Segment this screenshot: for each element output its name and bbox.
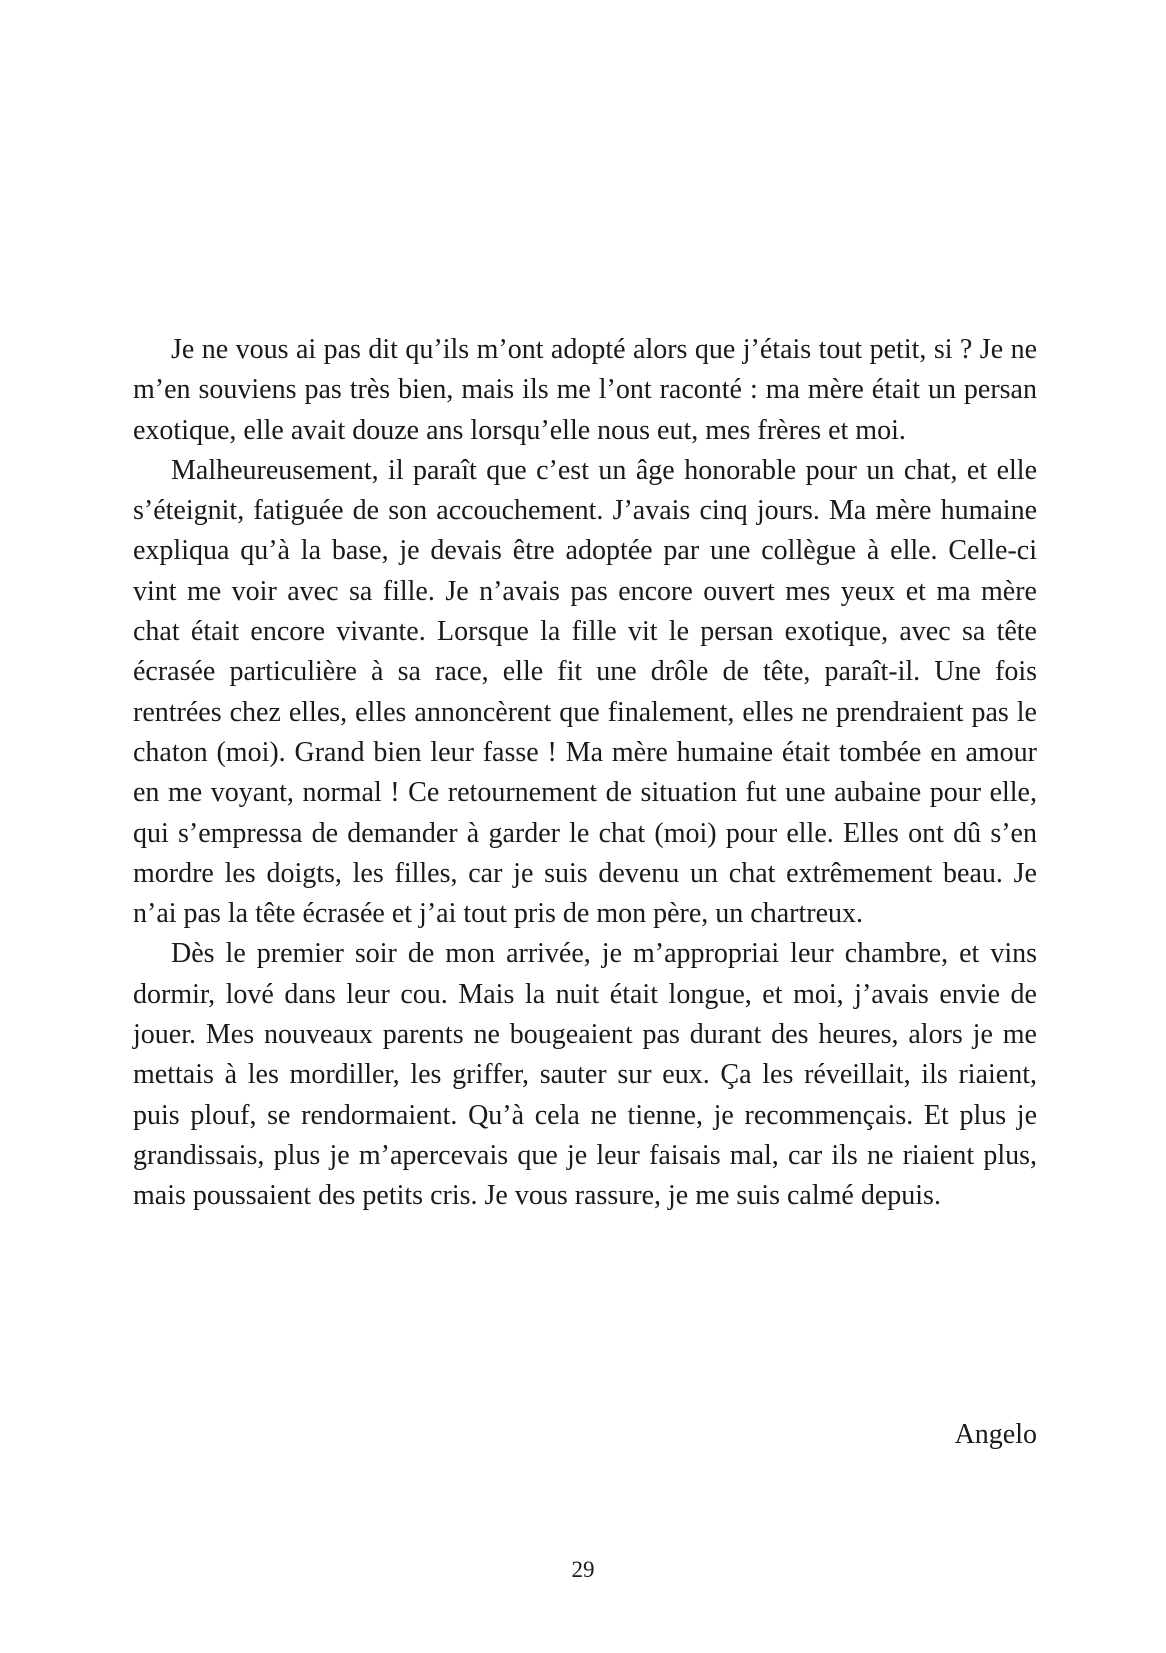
page-number: 29 — [571, 1557, 595, 1582]
body-text — [133, 330, 1037, 1217]
paragraph-3: Dès le premier soir de mon arrivée, je m’appropriai leur chambre, et vins dormir, lové dans leur cou. Mais la nuit était longue, et moi, j’avais envie de jouer. Mes nouveaux parents ne bougeaient pas durant des heures, alors je me mettais à les mordiller, les griffer, sauter sur eux. Ça les réveillait, ils riaient, puis plouf, se rendormaient. Qu’à cela ne tienne, je recommençais. Et plus je grandissais, plus je m’apercevais que je leur faisais mal, car ils ne riaient plus, mais poussaient des petits cris. Je vous rassure, je me suis calmé depuis. — [133, 938, 1037, 1212]
paragraph-1: Je ne vous ai pas dit qu’ils m’ont adopté alors que j’étais tout petit, si ? Je ne m’en souviens pas très bien, mais ils me l’ont raconté : ma mère était un persan exotique, elle avait douze ans lorsqu’elle nous eut, mes frères et moi. — [133, 334, 1037, 446]
paragraph-2: Malheureusement, il paraît que c’est un âge honorable pour un chat, et elle s’éteignit, fatiguée de son accouchement. J’avais cinq jours. Ma mère humaine expliqua qu’à la base, je devais être adoptée par une collègue à elle. Celle-ci vint me voir avec sa fille. Je n’avais pas encore ouvert mes yeux et ma mère chat était encore vivante. Lorsque la fille vit le persan exotique, avec sa tête écrasée particulière à sa race, elle fit une drôle de tête, paraît-il. Une fois rentrées chez elles, elles annoncèrent que finalement, elles ne prendraient pas le chaton (moi). Grand bien leur fasse ! Ma mère humaine était tombée en amour en me voyant, normal ! Ce retournement de situation fut une aubaine pour elle, qui s’empressa de demander à garder le chat (moi) pour elle. Elles ont dû s’en mordre les doigts, les filles, car je suis devenu un chat extrêmement beau. Je n’ai pas la tête écrasée et j’ai tout pris de mon père, un chartreux. — [133, 454, 1037, 930]
signature: Angelo — [954, 1419, 1037, 1450]
